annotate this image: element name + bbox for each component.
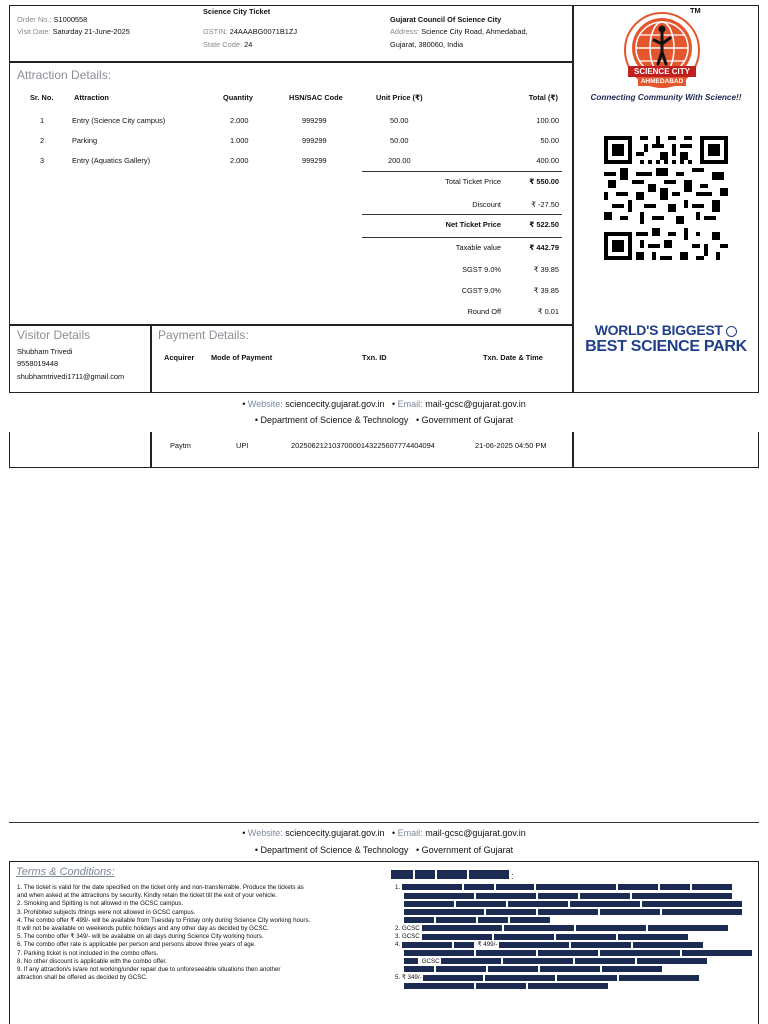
col-hsn: HSN/SAC Code (289, 93, 343, 102)
terms-item: 1. The ticket is valid for the date specified on the ticket only and non-transferrable. Produce the tickets as (17, 884, 304, 891)
visitor-phone: 9558019448 (17, 359, 59, 368)
terms-item: 9. If any attraction/s is/are not working/under repair due to unforeseeable situations then another (17, 966, 281, 974)
row3-unit-price: 200.00 (388, 156, 411, 165)
row1-quantity: 2.000 (230, 116, 249, 125)
col-attraction: Attraction (74, 93, 109, 102)
terms-item: attraction shall be offered as decided by GCSC. (17, 974, 148, 982)
page2-footer-contact: • Website: sciencecity.gujarat.gov.in • Email: mail-gcsc@gujarat.gov.in (242, 828, 526, 838)
qr-code (604, 135, 728, 261)
visitor-section-title: Visitor Details (17, 328, 91, 342)
payment-row-divider-right (572, 432, 574, 468)
terms-item: 5. The combo offer ₹ 349/- will be available on all days during Science City working hours. (17, 933, 264, 941)
visitor-email: shubhamtrivedi1711@gmail.com (17, 372, 125, 381)
visitor-name: Shubham Trivedi (17, 347, 73, 356)
net-price-label: Net Ticket Price (445, 220, 501, 229)
org-address: Address: Science City Road, Ahmedabad, (390, 27, 528, 36)
state-code: State Code: 24 (203, 40, 253, 49)
row2-sr: 2 (40, 136, 45, 145)
sgst-label: SGST 9.0% (462, 265, 501, 274)
right-column-divider (572, 5, 574, 393)
row3-total: 400.00 (536, 156, 559, 165)
page2-footer-department: • Department of Science & Technology • Government of Gujarat (254, 845, 514, 855)
page2-top-rule (9, 822, 759, 823)
terms-title: Terms & Conditions: (16, 866, 115, 878)
row3-attraction: Entry (Aquatics Gallery) (72, 156, 151, 165)
logo-title: SCIENCE CITY (628, 66, 696, 77)
terms-item: 3. Prohibited subjects /things were not allowed in GCSC campus. (17, 908, 196, 916)
col-quantity: Quantity (223, 93, 253, 102)
col-sr: Sr. No. (30, 93, 54, 102)
atom-icon (726, 326, 737, 337)
terms-item: 7. Parking ticket is not included in the combo offers. (17, 949, 159, 957)
row1-sr: 1 (40, 116, 45, 125)
roundoff-value: ₹ 0.01 (537, 307, 559, 316)
gstin: GSTIN: 24AAABG0071B1ZJ (203, 27, 298, 36)
slogan-line2: BEST SCIENCE PARK (585, 338, 747, 355)
row1-unit-price: 50.00 (390, 116, 409, 125)
net-price-value: ₹ 522.50 (529, 220, 559, 229)
row3-quantity: 2.000 (230, 156, 249, 165)
email-link[interactable]: mail-gcsc@gujarat.gov.in (425, 399, 526, 409)
col-unit-price: Unit Price (₹) (376, 93, 423, 102)
footer-department: • Department of Science & Technology • Government of Gujarat (254, 415, 514, 425)
discount-value: ₹ -27.50 (531, 200, 559, 209)
row2-unit-price: 50.00 (390, 136, 409, 145)
slogan (580, 322, 752, 356)
header-divider (9, 61, 573, 63)
col-txn-date: Txn. Date & Time (483, 353, 543, 362)
payment-txn-id: 20250621210370000143225607774404094 (291, 441, 435, 450)
payment-txn-date: 21-06-2025 04:50 PM (475, 441, 547, 450)
terms-item: It will not be available on weekends public holidays and any other day as decided by GCSC. (17, 925, 269, 933)
attraction-section-title: Attraction Details: (17, 68, 112, 82)
logo-subtitle: AHMEDABAD (638, 77, 686, 86)
summary-divider-low (362, 237, 562, 238)
ticket-title: Science City Ticket (203, 7, 271, 16)
science-city-logo (624, 12, 700, 88)
row2-attraction: Parking (72, 136, 98, 145)
website-link[interactable]: sciencecity.gujarat.gov.in (285, 399, 385, 409)
row3-sr: 3 (40, 156, 45, 165)
row3-hsn: 999299 (302, 156, 327, 165)
payment-section-title: Payment Details: (158, 328, 249, 342)
row1-attraction: Entry (Science City campus) (72, 116, 166, 125)
visit-date: Visit Date: Saturday 21-June-2025 (17, 27, 130, 36)
cgst-label: CGST 9.0% (461, 286, 501, 295)
footer-contact: • Website: sciencecity.gujarat.gov.in • Email: mail-gcsc@gujarat.gov.in (242, 399, 526, 409)
payment-mode: UPI (236, 441, 249, 450)
summary-divider-mid (362, 214, 562, 215)
terms-item: and when asked at the attractions by security. Kindly retain the ticket till the exit of your vehicle. (17, 892, 277, 900)
row1-hsn: 999299 (302, 116, 327, 125)
row2-hsn: 999299 (302, 136, 327, 145)
terms-item: 6. The combo offer rate is applicable per person and persons above three years of age. (17, 941, 256, 949)
brand-tagline: Connecting Community With Science!! (590, 93, 742, 102)
payment-acquirer: Paytm (170, 441, 191, 450)
payment-row-divider-left (150, 432, 152, 468)
slogan-line1: WORLD'S BIGGEST (594, 322, 723, 338)
col-total: Total (₹) (528, 93, 558, 102)
col-mode-of-payment: Mode of Payment (211, 353, 273, 362)
discount-label: Discount (472, 200, 501, 209)
org-address-line2: Gujarat, 380060, India (390, 40, 464, 49)
cgst-value: ₹ 39.85 (533, 286, 559, 295)
terms-item: 2. Smoking and Spitting is not allowed in the GCSC campus. (17, 900, 184, 908)
summary-divider-top (362, 171, 562, 172)
visitor-divider (9, 324, 573, 326)
sgst-value: ₹ 39.85 (533, 265, 559, 274)
terms-item: 4. The combo offer ₹ 499/- will be available from Tuesday to Friday only during Science City working hours. (17, 916, 311, 924)
total-price-label: Total Ticket Price (445, 177, 501, 186)
roundoff-label: Round Off (467, 307, 501, 316)
total-price-value: ₹ 550.00 (529, 177, 559, 186)
page2-email-link[interactable]: mail-gcsc@gujarat.gov.in (425, 828, 526, 838)
visitor-payment-divider (150, 324, 152, 393)
col-txn-id: Txn. ID (362, 353, 387, 362)
terms-item: 8. No other discount is applicable with the combo offer. (17, 957, 167, 965)
payment-row-frame (9, 432, 759, 468)
row2-quantity: 1.000 (230, 136, 249, 145)
order-number: Order No.: S1000558 (17, 15, 88, 24)
trademark-mark: TM (690, 6, 701, 15)
taxable-value: ₹ 442.79 (529, 243, 559, 252)
gujarati-terms-list: 1. 2. GCSC 3. GCSC 4. ₹ 499/- GCSC 5. ₹ 349/- (395, 884, 755, 991)
page2-website-link[interactable]: sciencecity.gujarat.gov.in (285, 828, 385, 838)
col-acquirer: Acquirer (164, 353, 195, 362)
gujarati-terms-title: : (391, 866, 514, 884)
row2-total: 50.00 (540, 136, 559, 145)
taxable-label: Taxable value (455, 243, 501, 252)
qr-code-icon (604, 135, 728, 261)
row1-total: 100.00 (536, 116, 559, 125)
org-name: Gujarat Council Of Science City (390, 15, 502, 24)
terms-list (17, 884, 387, 982)
